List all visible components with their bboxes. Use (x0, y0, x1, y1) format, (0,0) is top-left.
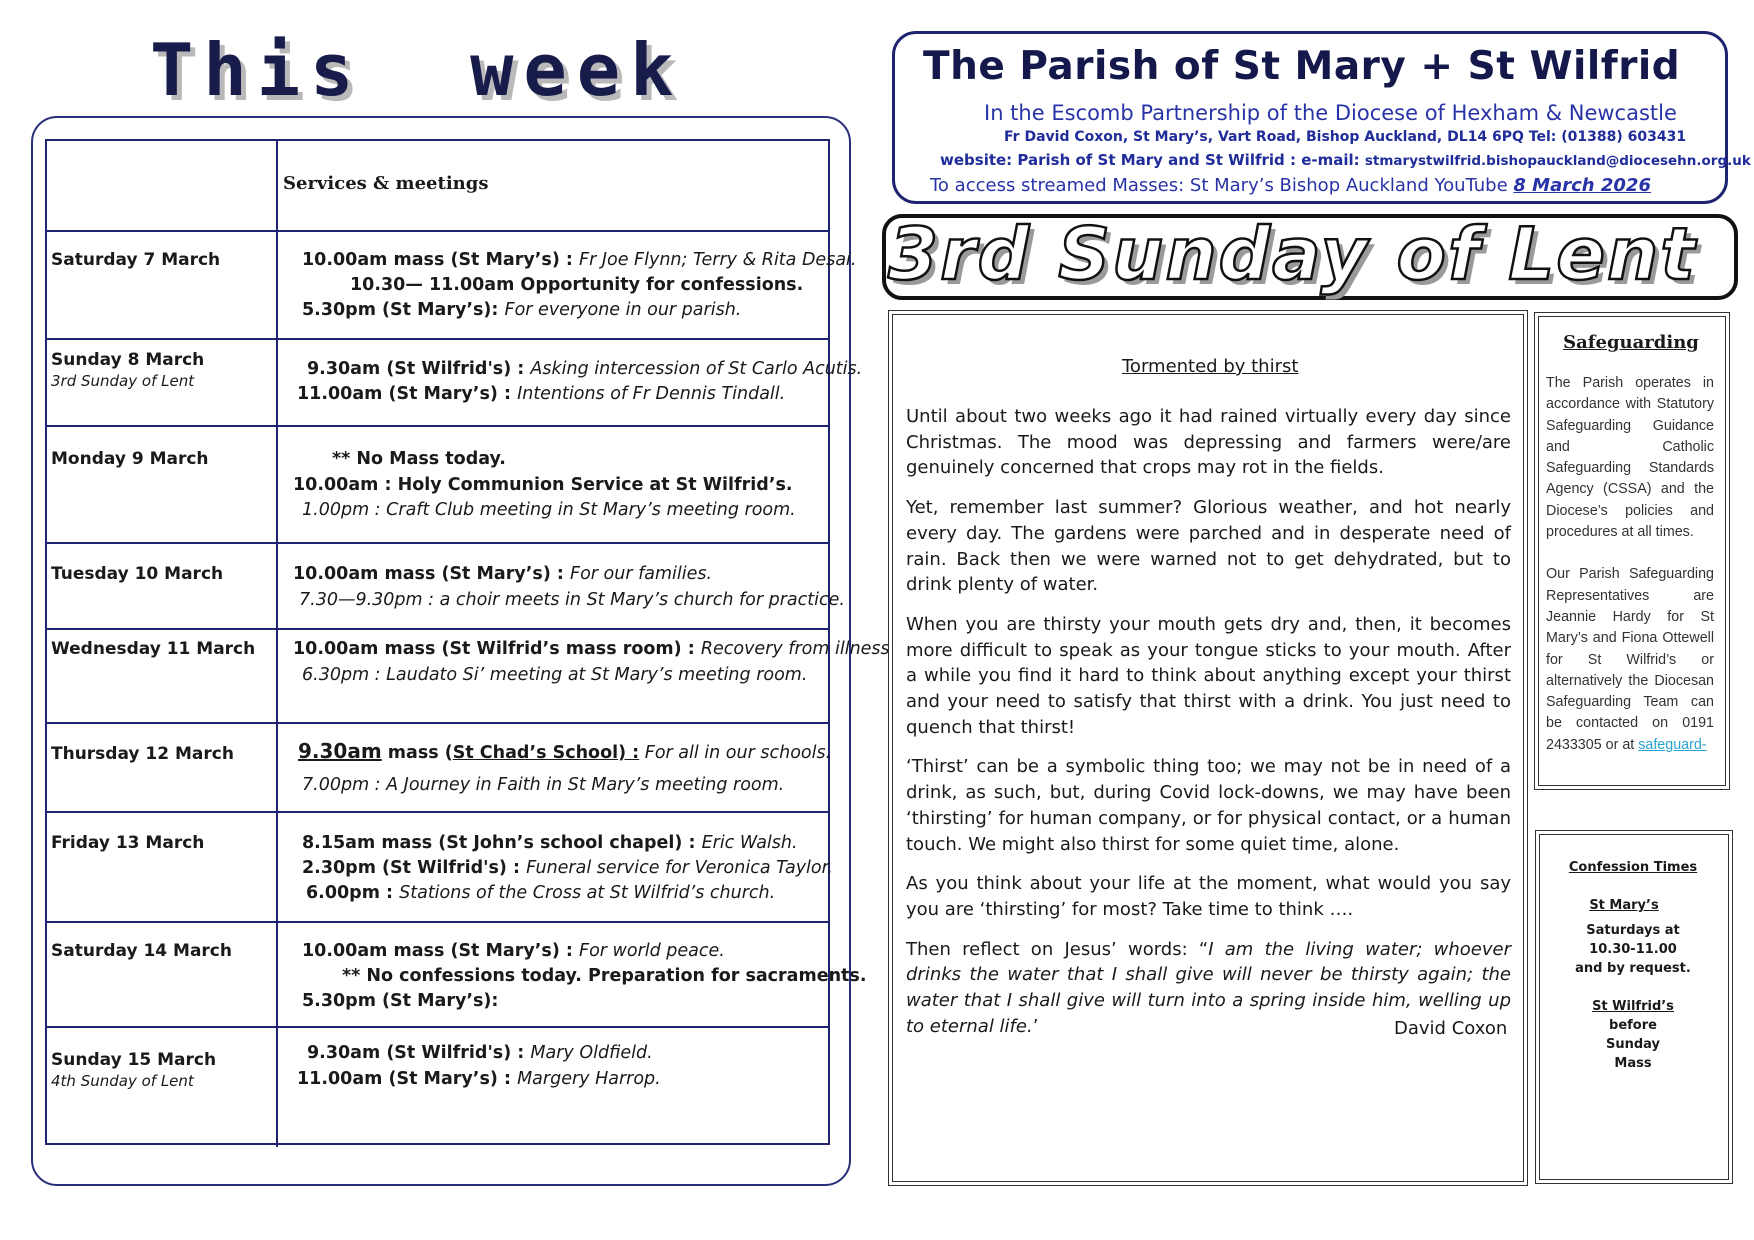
services-cell (278, 923, 867, 1026)
article-paragraph: When you are thirsty your mouth gets dry and, then, it becomes more difficult to speak as your tongue sticks to your mouth. After a while you find it hard to think about anything except your thirst and your need to satisfy that thirst with a drink. You just need to quench that thirst! (906, 613, 1511, 738)
services-cell (278, 427, 828, 542)
confession-church-heading: St Wilfrid’s (1592, 999, 1674, 1014)
services-cell (278, 232, 857, 338)
table-header-row (47, 141, 828, 232)
confession-church-heading: St Mary’s (1589, 898, 1659, 913)
services-cell (278, 813, 833, 921)
table-row (47, 232, 857, 340)
services-cell (278, 544, 845, 628)
header-blank-cell (47, 141, 278, 230)
service-line: 9.30am (St Wilfrid's) : Mary Oldfield. (307, 1043, 653, 1063)
email-address: stmarystwilfrid.bishopauckland@diocesehn.org.uk (1364, 153, 1751, 169)
safeguarding-link[interactable]: safeguard- (1638, 736, 1707, 753)
services-cell (278, 340, 863, 425)
service-line: 9.30am mass (St Chad’s School) : For all in our schools. (298, 739, 832, 763)
table-row (47, 427, 828, 544)
safeguarding-body (1546, 373, 1714, 777)
service-line: 10.00am mass (St Mary’s) : For our families. (293, 564, 713, 584)
services-cell (278, 724, 832, 811)
day-cell: Thursday 12 March (47, 724, 278, 811)
service-line: 10.00am mass (St Mary’s) : Fr Joe Flynn; Terry & Rita Desai. (302, 250, 857, 270)
day-cell: Tuesday 10 March (47, 544, 278, 628)
safeguarding-title: Safeguarding (1563, 332, 1699, 353)
article-paragraph: Until about two weeks ago it had rained virtually every day since Christmas. The mood was depressing and farmers were/are genuinely concerned that crops may rot in the fields. (906, 406, 1511, 479)
day-cell: Monday 9 March (47, 427, 278, 542)
article-paragraph: Yet, remember last summer? Glorious weather, and hot nearly every day. The gardens were parched and in desperate need of rain. Back then we were warned not to get dehydrated, but to drink plenty of water. (906, 497, 1511, 596)
this-week-title: This week (150, 28, 684, 112)
service-line: 2.30pm (St Wilfrid's) : Funeral service for Veronica Taylor. (302, 858, 833, 878)
service-line: 11.00am (St Mary’s) : Intentions of Fr Dennis Tindall. (297, 384, 786, 404)
table-row (47, 340, 863, 427)
partnership-line: In the Escomb Partnership of the Diocese of Hexham & Newcastle (984, 101, 1677, 125)
service-line: ** No confessions today. Preparation for sacraments. (342, 966, 867, 986)
day-cell: Sunday 15 March 4th Sunday of Lent (47, 1028, 278, 1147)
service-line: 5.30pm (St Mary’s): (302, 991, 499, 1011)
day-cell: Friday 13 March (47, 813, 278, 921)
parish-name: The Parish of St Mary + St Wilfrid (923, 44, 1681, 89)
service-line: 10.00am mass (St Mary’s) : For world peace. (302, 941, 725, 961)
article-body (906, 404, 1511, 1053)
newsletter-date: 8 March 2026 (1513, 175, 1651, 196)
table-row (47, 630, 890, 724)
confession-title: Confession Times (1568, 860, 1698, 875)
table-row (47, 1028, 828, 1147)
header-services-cell (278, 141, 828, 230)
table-row (47, 813, 833, 923)
table-row (47, 544, 845, 630)
service-line: 7.00pm : A Journey in Faith in St Mary’s meeting room. (302, 775, 785, 795)
day-cell: Saturday 14 March (47, 923, 278, 1026)
service-line: 11.00am (St Mary’s) : Margery Harrop. (297, 1069, 661, 1089)
safeguarding-paragraph: The Parish operates in accordance with Statutory Safeguarding Guidance and Catholic Safeguarding Standards Agency (CSSA) and the Diocese’s policies and procedures at all times. (1546, 375, 1714, 541)
service-line: 1.00pm : Craft Club meeting in St Mary’s meeting room. (302, 500, 796, 520)
article-signature: David Coxon (1394, 1018, 1508, 1039)
services-cell (278, 630, 890, 722)
article-paragraph: Then reflect on Jesus’ words: “I am the living water; whoever drinks the water that I shall give will never be thirsty again; the water that I shall give will turn into a spring inside him, welling up to eternal life.’ (906, 938, 1511, 1037)
service-line: 10.30— 11.00am Opportunity for confessions. (350, 275, 804, 295)
service-line: 9.30am (St Wilfrid's) : Asking intercession of St Carlo Acutis. (307, 359, 863, 379)
stream-line: To access streamed Masses: St Mary’s Bishop Auckland YouTube 8 March 2026 (930, 175, 1651, 196)
services-cell (278, 1028, 828, 1147)
article-paragraph: ‘Thirst’ can be a symbolic thing too; we may not be in need of a drink, as such, but, during Covid lock-downs, we may have been ‘thirsting’ for human company, or for physical contact, or a human touch. We might also thirst for some quiet time, alone. (906, 756, 1511, 855)
safeguarding-paragraph: Our Parish Safeguarding Representatives are Jeannie Hardy for St Mary’s and Fiona Ottewell for St Wilfrid’s or alternatively the Diocesan Safeguarding Team can be contacted on 0191 2433305 or at safeguard- (1546, 566, 1714, 753)
service-line: 5.30pm (St Mary’s): For everyone in our parish. (302, 300, 742, 320)
day-cell: Wednesday 11 March (47, 630, 278, 722)
day-cell: Saturday 7 March (47, 232, 278, 338)
service-line: 10.00am : Holy Communion Service at St Wilfrid’s. (293, 475, 793, 495)
day-cell: Sunday 8 March 3rd Sunday of Lent (47, 340, 278, 425)
services-meetings-heading: Services & meetings (283, 173, 489, 194)
website-line: website: Parish of St Mary and St Wilfrid : e-mail: stmarystwilfrid.bishopauckland@diocesehn.org.uk (940, 151, 1751, 169)
article-paragraph: As you think about your life at the moment, what would you say you are ‘thirsting’ for most? Take time to think …. (906, 873, 1511, 920)
table-row (47, 923, 867, 1028)
service-line: 8.15am mass (St John’s school chapel) : Eric Walsh. (302, 833, 798, 853)
sunday-title: 3rd Sunday of Lent (888, 212, 1697, 296)
service-line: 7.30—9.30pm : a choir meets in St Mary’s church for practice. (299, 590, 845, 610)
article-title: Tormented by thirst (1122, 356, 1299, 377)
services-table (45, 139, 890, 1145)
service-line: 6.30pm : Laudato Si’ meeting at St Mary’s meeting room. (302, 665, 808, 685)
service-line: ** No Mass today. (332, 449, 506, 469)
address-line: Fr David Coxon, St Mary’s, Vart Road, Bishop Auckland, DL14 6PQ Tel: (01388) 603431 (1004, 129, 1687, 145)
table-row (47, 724, 832, 813)
confession-body: Confession Times St Mary’s Saturdays at 10.30-11.00 and by request. St Wilfrid’s before Sunday Mass (1539, 858, 1727, 1073)
service-line: 6.00pm : Stations of the Cross at St Wilfrid’s church. (306, 883, 776, 903)
service-line: 10.00am mass (St Wilfrid’s mass room) : Recovery from illness (293, 639, 890, 659)
